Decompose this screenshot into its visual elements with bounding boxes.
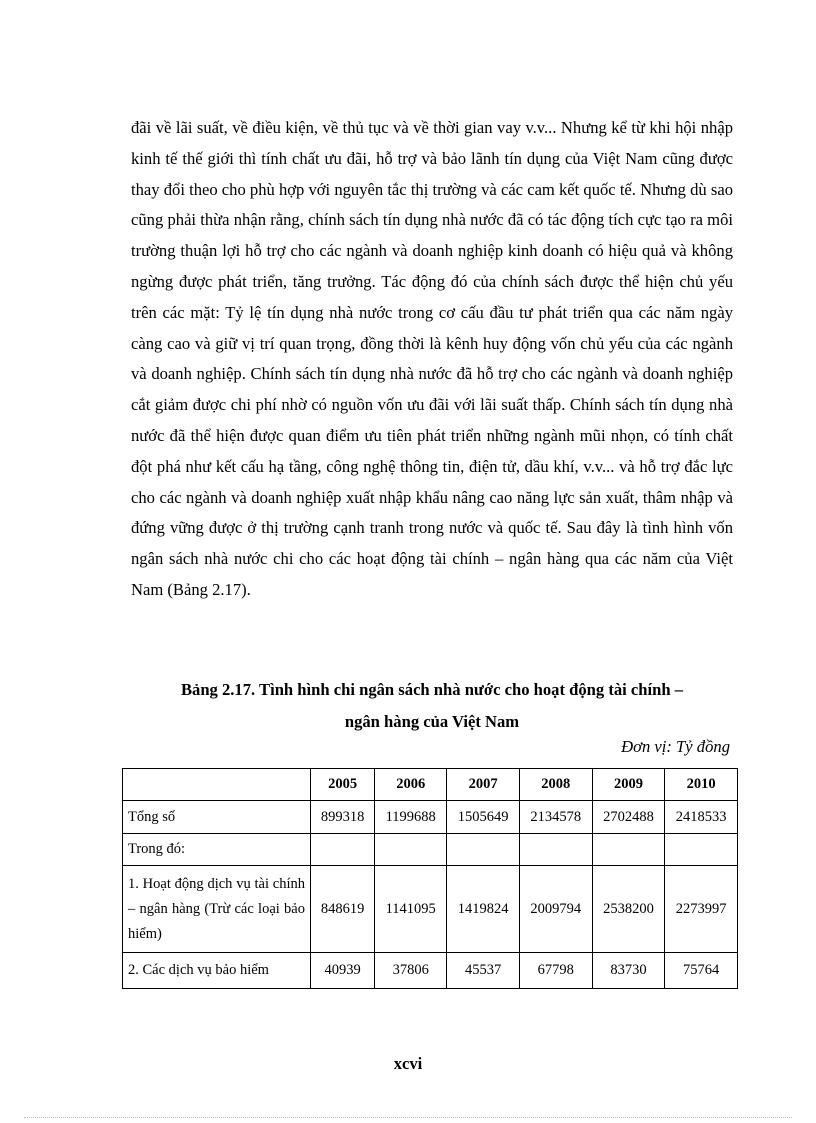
table-caption-line-2: ngân hàng của Việt Nam — [344, 712, 520, 731]
table-cell: 2273997 — [665, 866, 738, 953]
page-bottom-divider — [24, 1117, 792, 1118]
header-year: 2005 — [311, 769, 375, 801]
table-caption-line-1: Bảng 2.17. Tình hình chi ngân sách nhà nước cho hoạt động tài chính – — [180, 680, 684, 699]
table-cell: 37806 — [375, 953, 447, 989]
table-cell: 45537 — [447, 953, 520, 989]
table-cell-empty — [592, 834, 665, 866]
row-label: Tổng số — [123, 801, 311, 834]
table-cell: 67798 — [519, 953, 592, 989]
table-cell: 1419824 — [447, 866, 520, 953]
table-header-row — [123, 769, 738, 801]
table-cell: 2009794 — [519, 866, 592, 953]
table-cell: 2538200 — [592, 866, 665, 953]
table-cell: 40939 — [311, 953, 375, 989]
header-year: 2006 — [375, 769, 447, 801]
table-cell: 1141095 — [375, 866, 447, 953]
table-cell: 848619 — [311, 866, 375, 953]
table-cell: 1199688 — [375, 801, 447, 834]
row-label: 1. Hoạt động dịch vụ tài chính – ngân hàng (Trừ các loại bảo hiểm) — [123, 866, 311, 953]
table-row-financial-services — [123, 866, 738, 953]
header-corner-cell — [123, 769, 311, 801]
row-label: Trong đó: — [123, 834, 311, 866]
table-caption — [120, 674, 744, 738]
table-row-subheading — [123, 834, 738, 866]
table-cell-empty — [665, 834, 738, 866]
table-cell: 1505649 — [447, 801, 520, 834]
table-cell-empty — [447, 834, 520, 866]
table-cell: 83730 — [592, 953, 665, 989]
table-cell: 2418533 — [665, 801, 738, 834]
body-paragraph: đãi về lãi suất, về điều kiện, về thủ tục và về thời gian vay v.v... Nhưng kể từ khi hội nhập kinh tế thế giới thì tính chất ưu đãi, hỗ trợ và bảo lãnh tín dụng của Việt Nam cũng được thay đổi theo cho phù hợp với nguyên tắc thị trường và các cam kết quốc tế. Nhưng dù sao cũng phải thừa nhận rằng, chính sách tín dụng nhà nước đã có tác động tích cực tạo ra môi trường thuận lợi hỗ trợ cho các ngành và doanh nghiệp kinh doanh có hiệu quả và không ngừng được phát triển, tăng trưởng. Tác động đó của chính sách được thể hiện chủ yếu trên các mặt: Tỷ lệ tín dụng nhà nước trong cơ cấu đầu tư phát triển qua các năm ngày càng cao và giữ vị trí quan trọng, đồng thời là kênh huy động vốn chủ yếu của các ngành và doanh nghiệp. Chính sách tín dụng nhà nước đã hỗ trợ cho các ngành và doanh nghiệp cắt giảm được chi phí nhờ có nguồn vốn ưu đãi với lãi suất thấp. Chính sách tín dụng nhà nước đã thể hiện được quan điểm ưu tiên phát triển những ngành mũi nhọn, có tính chất đột phá như kết cấu hạ tầng, công nghệ thông tin, điện tử, dầu khí, v.v... và hỗ trợ đắc lực cho các ngành và doanh nghiệp xuất nhập khẩu nâng cao năng lực sản xuất, thâm nhập và đứng vững được ở thị trường cạnh tranh trong nước và quốc tế. Sau đây là tình hình vốn ngân sách nhà nước chi cho các hoạt động tài chính – ngân hàng qua các năm của Việt Nam (Bảng 2.17). — [131, 118, 733, 599]
header-year: 2010 — [665, 769, 738, 801]
table-cell: 2702488 — [592, 801, 665, 834]
table-cell: 2134578 — [519, 801, 592, 834]
header-year: 2009 — [592, 769, 665, 801]
table-cell: 75764 — [665, 953, 738, 989]
table-row-total — [123, 801, 738, 834]
table-cell-empty — [311, 834, 375, 866]
unit-note: Đơn vị: Tỷ đồng — [621, 737, 730, 756]
table-row-insurance-services — [123, 953, 738, 989]
row-label: 2. Các dịch vụ bảo hiểm — [123, 953, 311, 989]
page-number: xcvi — [393, 1054, 423, 1073]
budget-table — [122, 768, 738, 989]
header-year: 2007 — [447, 769, 520, 801]
table-cell-empty — [519, 834, 592, 866]
header-year: 2008 — [519, 769, 592, 801]
table-cell: 899318 — [311, 801, 375, 834]
table-cell-empty — [375, 834, 447, 866]
